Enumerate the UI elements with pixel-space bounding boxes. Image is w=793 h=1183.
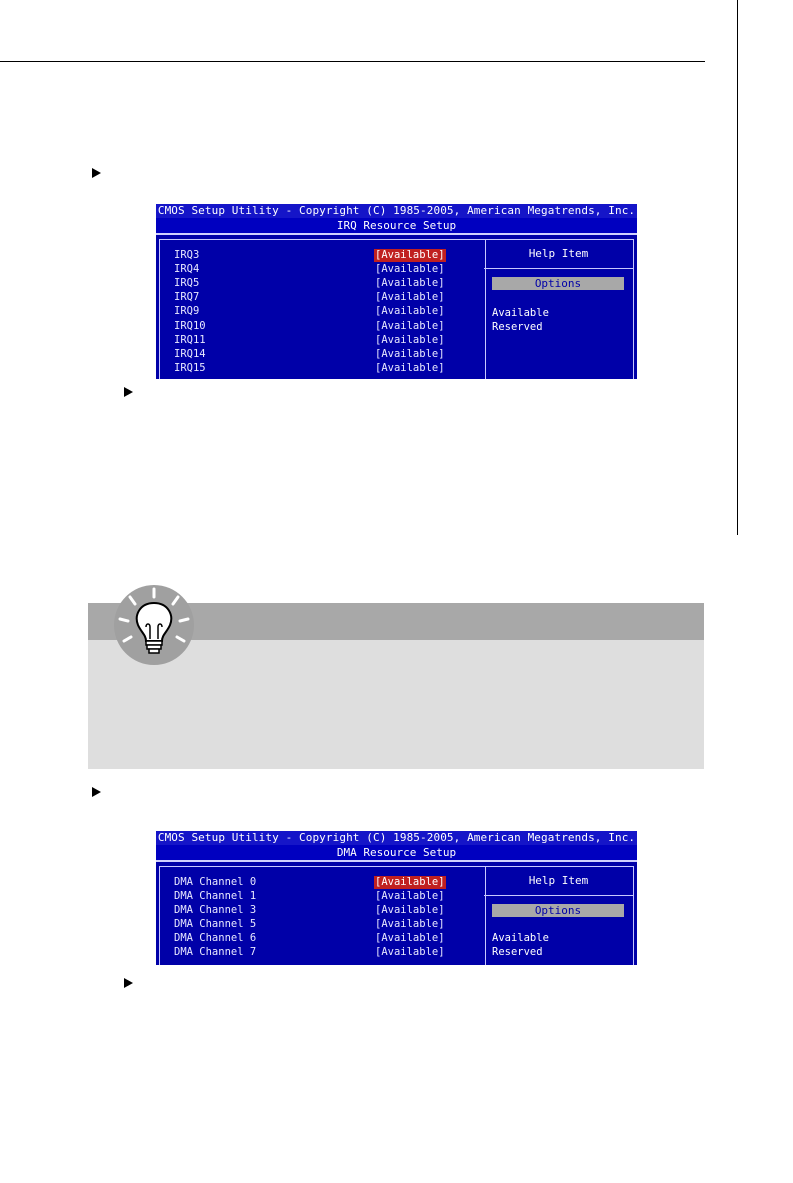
bios-title-bar bbox=[156, 204, 637, 218]
help-divider bbox=[484, 895, 633, 896]
options-header: Options bbox=[492, 904, 624, 917]
bios-panel bbox=[159, 866, 634, 965]
bios-item-label: IRQ3 bbox=[174, 249, 200, 261]
bios-item-value[interactable]: [Available] bbox=[375, 305, 445, 317]
help-item-title: Help Item bbox=[528, 874, 589, 887]
bios-subtitle: IRQ Resource Setup bbox=[156, 218, 637, 235]
side-tab-rule bbox=[737, 0, 738, 535]
bios-item-label: DMA Channel 6 bbox=[174, 932, 257, 944]
help-option: Available bbox=[492, 932, 549, 944]
bios-item-list bbox=[160, 867, 486, 965]
help-item-title: Help Item bbox=[528, 247, 589, 260]
bios-item-label: DMA Channel 7 bbox=[174, 946, 257, 958]
header-rule bbox=[0, 61, 705, 62]
bios-item-value[interactable]: [Available] bbox=[375, 918, 445, 930]
bios-item-value[interactable]: [Available] bbox=[375, 946, 445, 958]
bios-item-value[interactable]: [Available] bbox=[375, 263, 445, 275]
bios-item-value[interactable]: [Available] bbox=[375, 249, 445, 261]
bios-item-label: IRQ4 bbox=[174, 263, 200, 275]
bios-item-label: IRQ11 bbox=[174, 334, 206, 346]
section-bullet-irq-icon bbox=[92, 168, 101, 178]
bios-title: CMOS Setup Utility - Copyright (C) 1985-2005, American Megatrends, Inc. bbox=[157, 204, 636, 217]
bios-item-value[interactable]: [Available] bbox=[375, 932, 445, 944]
bios-item-label: DMA Channel 1 bbox=[174, 890, 257, 902]
bios-subtitle: DMA Resource Setup bbox=[156, 845, 637, 862]
bios-item-value[interactable]: [Available] bbox=[375, 277, 445, 289]
bios-irq-screen bbox=[156, 204, 637, 379]
lightbulb-icon bbox=[108, 579, 200, 671]
help-option: Reserved bbox=[492, 946, 543, 958]
sub-bullet-icon bbox=[124, 978, 133, 988]
help-option: Available bbox=[492, 307, 549, 319]
bios-item-label: IRQ10 bbox=[174, 320, 206, 332]
help-divider bbox=[484, 268, 633, 269]
bios-item-value[interactable]: [Available] bbox=[375, 348, 445, 360]
bios-item-label: DMA Channel 0 bbox=[174, 876, 257, 888]
bios-item-value[interactable]: [Available] bbox=[375, 876, 445, 888]
bios-title-bar bbox=[156, 831, 637, 845]
bios-dma-screen bbox=[156, 831, 637, 965]
bios-panel bbox=[159, 239, 634, 379]
bios-item-value[interactable]: [Available] bbox=[375, 320, 445, 332]
bios-item-label: DMA Channel 3 bbox=[174, 904, 257, 916]
help-option: Reserved bbox=[492, 321, 543, 333]
bios-item-label: IRQ15 bbox=[174, 362, 206, 374]
bios-item-label: IRQ5 bbox=[174, 277, 200, 289]
bios-item-value[interactable]: [Available] bbox=[375, 291, 445, 303]
bios-item-label: DMA Channel 5 bbox=[174, 918, 257, 930]
sub-bullet-icon bbox=[124, 387, 133, 397]
bios-item-value[interactable]: [Available] bbox=[375, 362, 445, 374]
bios-item-label: IRQ9 bbox=[174, 305, 200, 317]
options-header: Options bbox=[492, 277, 624, 290]
bios-title: CMOS Setup Utility - Copyright (C) 1985-2005, American Megatrends, Inc. bbox=[157, 831, 636, 844]
bios-item-value[interactable]: [Available] bbox=[375, 890, 445, 902]
bios-help-panel bbox=[484, 867, 633, 965]
bios-item-value[interactable]: [Available] bbox=[375, 904, 445, 916]
bios-item-list bbox=[160, 240, 486, 379]
bios-item-label: IRQ7 bbox=[174, 291, 200, 303]
section-bullet-dma-icon bbox=[92, 787, 101, 797]
bios-item-label: IRQ14 bbox=[174, 348, 206, 360]
bios-item-value[interactable]: [Available] bbox=[375, 334, 445, 346]
bios-help-panel bbox=[484, 240, 633, 379]
